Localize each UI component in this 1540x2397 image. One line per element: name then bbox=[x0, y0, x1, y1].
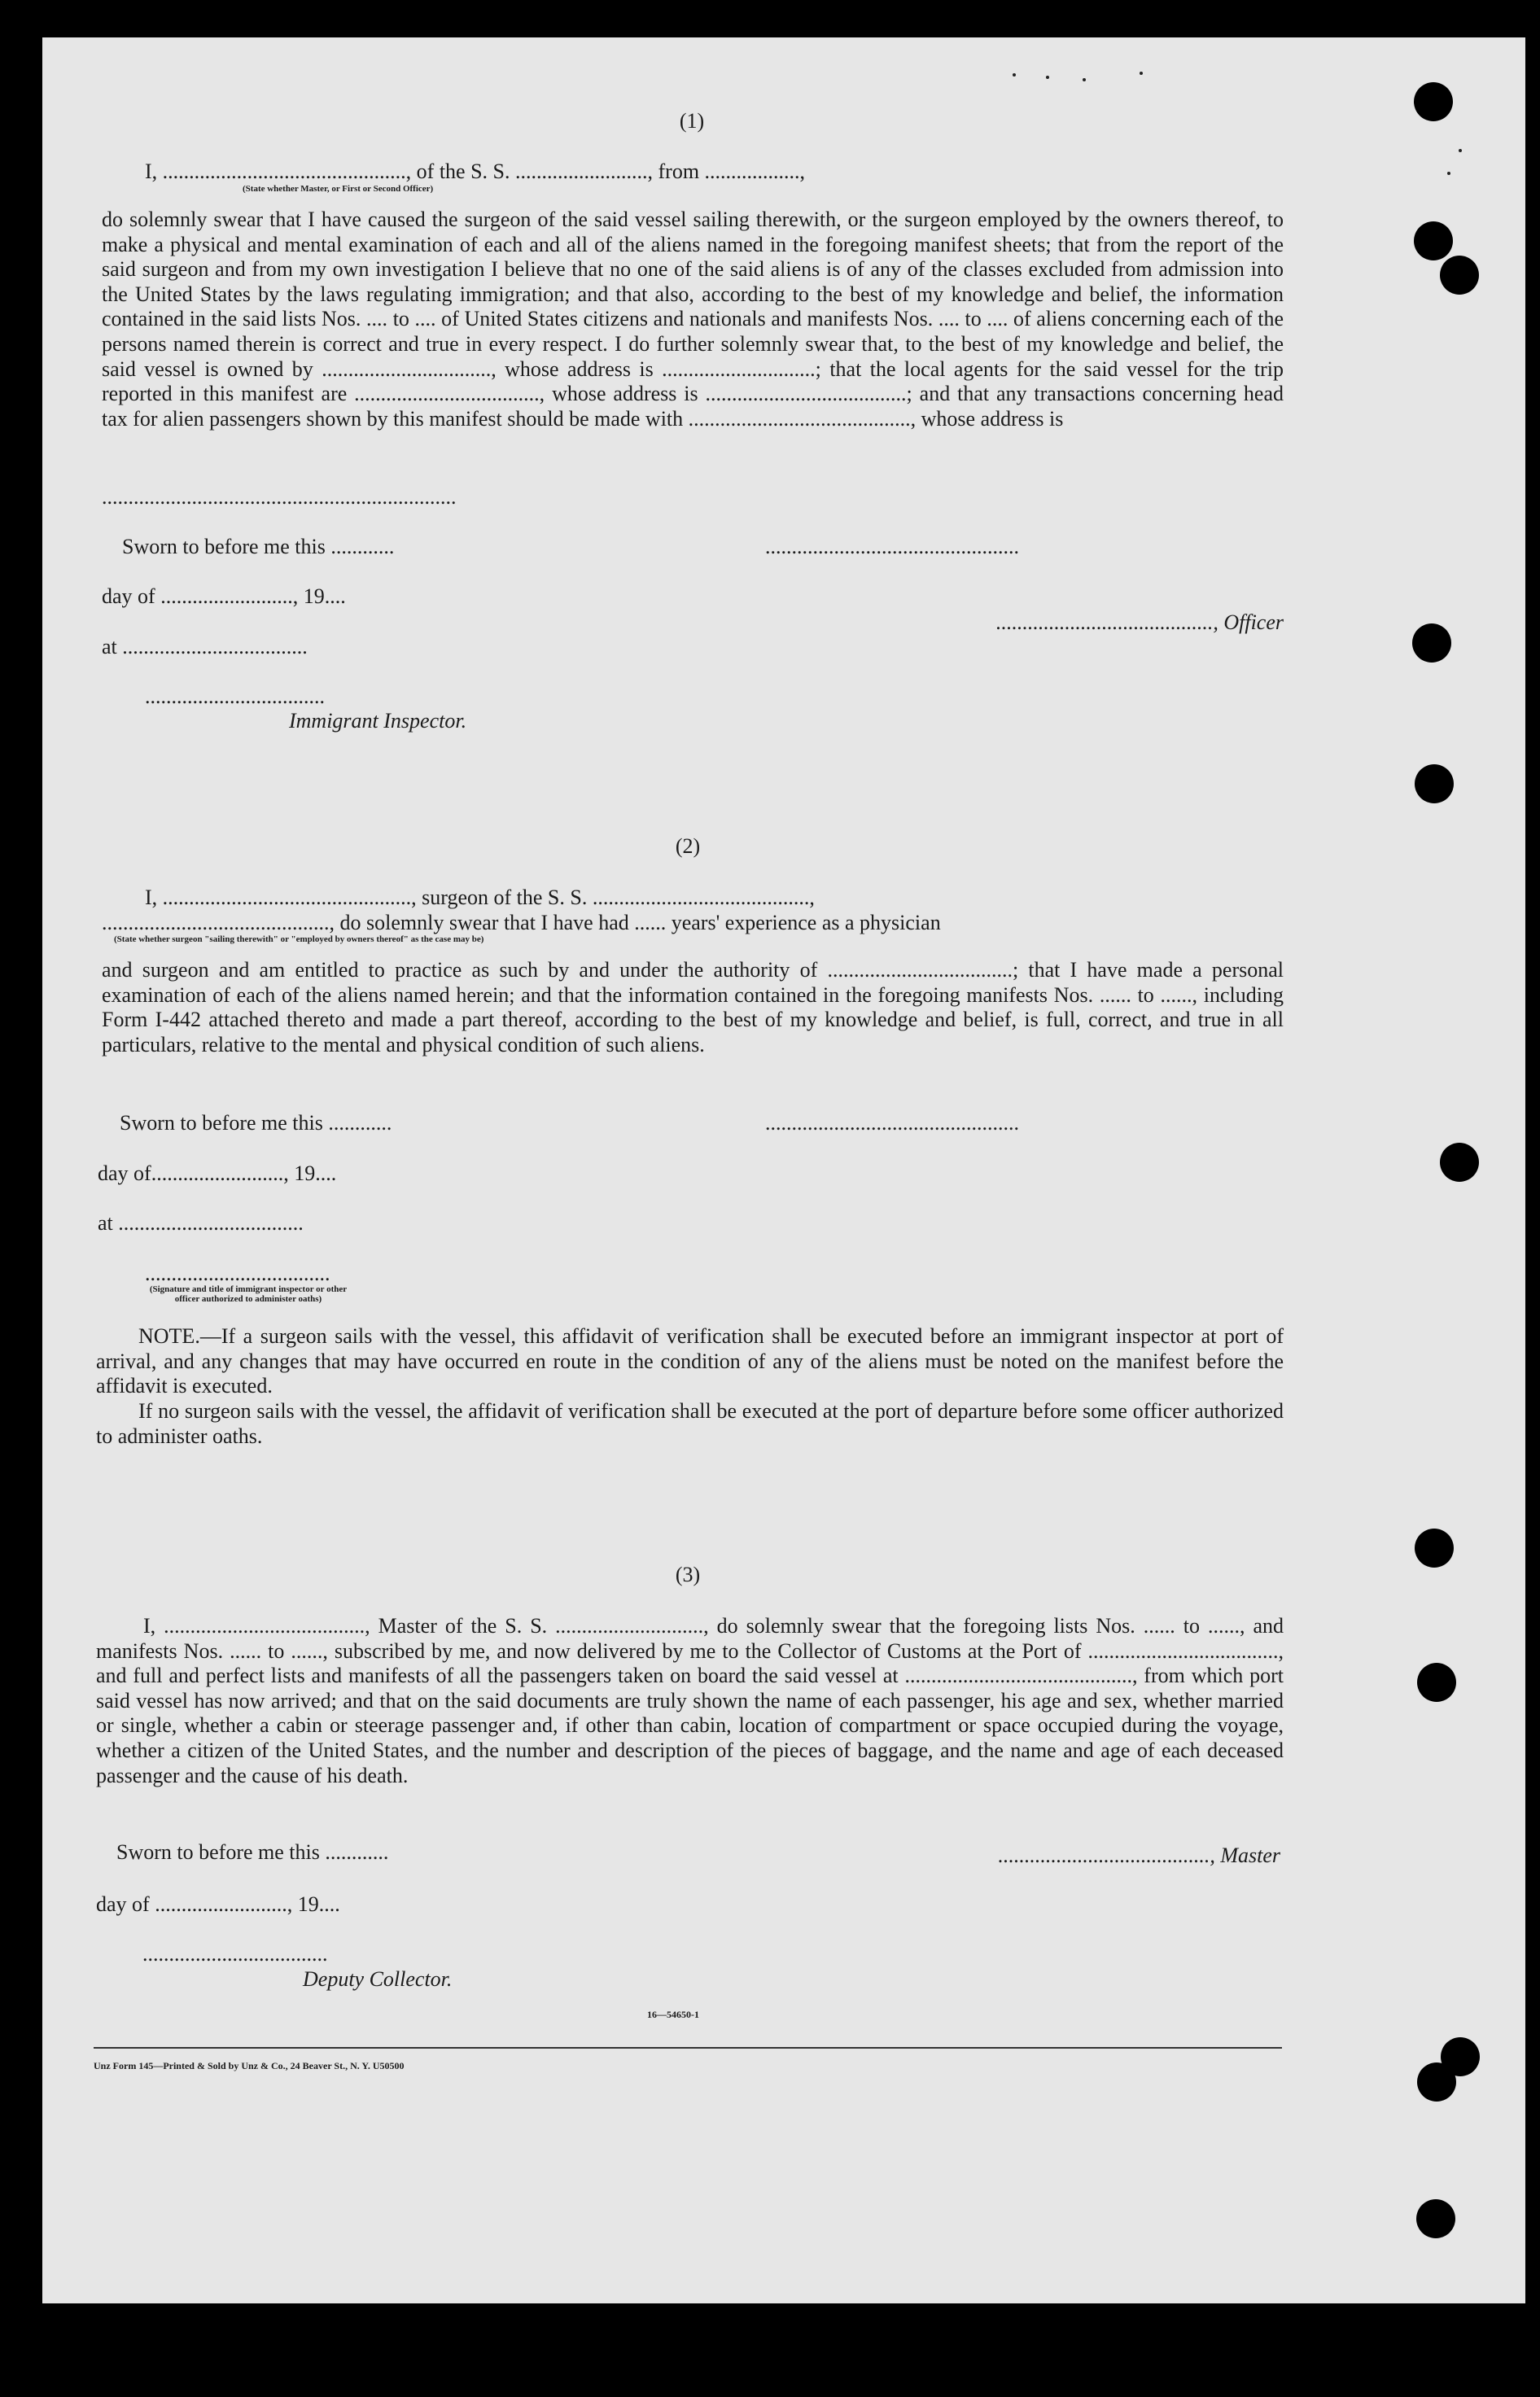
s1-sworn: Sworn to before me this ............ bbox=[122, 535, 395, 558]
speckle bbox=[1447, 172, 1450, 175]
punch-hole bbox=[1415, 764, 1454, 803]
speckle bbox=[1140, 72, 1143, 75]
s2-surgeon-note: (State whether surgeon "sailing therewith" or "employed by owners thereof" as the case may be) bbox=[114, 934, 484, 944]
s1-inspector: Immigrant Inspector. bbox=[289, 709, 467, 733]
s3-sworn: Sworn to before me this ............ bbox=[116, 1840, 389, 1864]
s2-sworn: Sworn to before me this ............ bbox=[120, 1111, 392, 1135]
s1-paragraph: do solemnly swear that I have caused the surgeon of the said vessel sailing therewith, or the surgeon employed by the owners thereof, to make a physical and mental examination of each and all of the aliens named in the foregoing manifest sheets; that from the report of the said surgeon and from my own investigation I believe that no one of the said aliens is of any of the classes excluded from admission into the United States by the laws regulating immigration; and that also, according to the best of my knowledge and belief, the information contained in the said lists Nos. .... to .... of United States citizens and nationals and manifests Nos. .... to .... of aliens concerning each of the persons named therein is correct and true in every respect. I do further solemnly swear that, to the best of my knowledge and belief, the said vessel is owned by ................................, whose address is .............................; that the local agents for the said vessel for the trip reported in this manifest are ..................................., whose address is ......................................; and that any transactions concerning head tax for alien passengers shown by this manifest should be made with .........................................., whose address is bbox=[102, 208, 1284, 431]
s2-paragraph: and surgeon and am entitled to practice as such by and under the authority of ...................................; that I have made a personal examination of each of the aliens named herein; and that the information contained in the foregoing manifests Nos. ...... to ......, including Form I-442 attached thereto and made a part thereof, according to the best of my knowledge and belief, is full, correct, and true in all particulars, relative to the mental and physical condition of such aliens. bbox=[102, 958, 1284, 1056]
s2-at: at ................................... bbox=[98, 1211, 304, 1235]
speckle bbox=[1083, 78, 1086, 81]
section-2-number: (2) bbox=[675, 834, 701, 858]
punch-hole bbox=[1415, 1529, 1454, 1568]
printer-footer: Unz Form 145—Printed & Sold by Unz & Co., 24 Beaver St., N. Y. U50500 bbox=[94, 2060, 405, 2071]
s2-note-1: NOTE.—If a surgeon sails with the vessel, this affidavit of verification shall be executed before an immigrant inspector at port of arrival, and any changes that may have occurred en route in the condition of any of the aliens must be noted on the manifest before the affidavit is executed. bbox=[96, 1324, 1284, 1398]
punch-hole bbox=[1416, 2199, 1455, 2238]
s2-day: day of........................., 19.... bbox=[98, 1161, 337, 1185]
s2-note-2: If no surgeon sails with the vessel, the affidavit of verification shall be executed at the port of departure before some officer authorized to administer oaths. bbox=[96, 1399, 1284, 1448]
s1-at: at ................................... bbox=[102, 635, 308, 658]
s3-day: day of ........................., 19.... bbox=[96, 1892, 340, 1916]
speckle bbox=[1459, 149, 1462, 152]
punch-hole bbox=[1440, 256, 1479, 295]
s3-paragraph: I, ......................................, Master of the S. S. ............................, do solemnly swear that the foregoing lists Nos. ...... to ......, and manifests Nos. ...... to ......, subscribed by me, and now delivered by me to the Collector of Customs at the Port of ...................................., and full and perfect lists and manifests of all the passengers taken on board the said vessel at ..........................................., from which port said vessel has now arrived; and that on the said documents are truly shown the name of each passenger, his age and sex, whether married or single, whether a cabin or steerage passenger and, if other than cabin, location of compartment or space occupied during the voyage, whether a citizen of the United States, and the number and description of the pieces of baggage, and the name and age of each deceased passenger and the cause of his death. bbox=[96, 1614, 1284, 1787]
form-number: 16—54650-1 bbox=[647, 2009, 699, 2020]
s2-signature-note: (Signature and title of immigrant inspector or other officer authorized to administer oaths) bbox=[149, 1284, 348, 1304]
s2-inspector-line: ................................... bbox=[145, 1262, 330, 1285]
s2-signature-line: ................................................ bbox=[765, 1111, 1019, 1135]
section-3-number: (3) bbox=[675, 1563, 701, 1586]
s3-collector-line: ................................... bbox=[142, 1942, 328, 1966]
footer-rule bbox=[94, 2047, 1282, 2049]
punch-hole bbox=[1412, 623, 1451, 663]
punch-hole bbox=[1414, 82, 1453, 121]
speckle bbox=[1046, 76, 1049, 79]
s1-signature-line: ................................................ bbox=[765, 535, 1019, 558]
punch-hole bbox=[1440, 1143, 1479, 1182]
s2-oath-line: I, ..............................................., surgeon of the S. S. ........................................., bbox=[145, 886, 815, 909]
punch-hole bbox=[1414, 221, 1453, 260]
s1-day: day of ........................., 19.... bbox=[102, 584, 346, 608]
s3-master: ........................................, Master bbox=[998, 1844, 1280, 1867]
s1-officer-note: (State whether Master, or First or Second Officer) bbox=[243, 184, 434, 194]
s3-deputy-collector: Deputy Collector. bbox=[303, 1967, 453, 1991]
section-1-number: (1) bbox=[679, 109, 705, 133]
punch-hole bbox=[1417, 2062, 1456, 2102]
s1-officer: ........................................., Officer bbox=[995, 610, 1284, 634]
speckle bbox=[1013, 73, 1016, 77]
s1-oath-line: I, .............................................., of the S. S. ........................., from .................., bbox=[145, 160, 806, 183]
s1-inspector-line: .................................. bbox=[145, 685, 325, 708]
s2-experience-line: ..........................................., do solemnly swear that I have had ...... years' experience as a physician bbox=[102, 911, 941, 934]
punch-hole bbox=[1417, 1663, 1456, 1702]
s1-paragraph-tail: ................................................................... bbox=[102, 485, 457, 509]
